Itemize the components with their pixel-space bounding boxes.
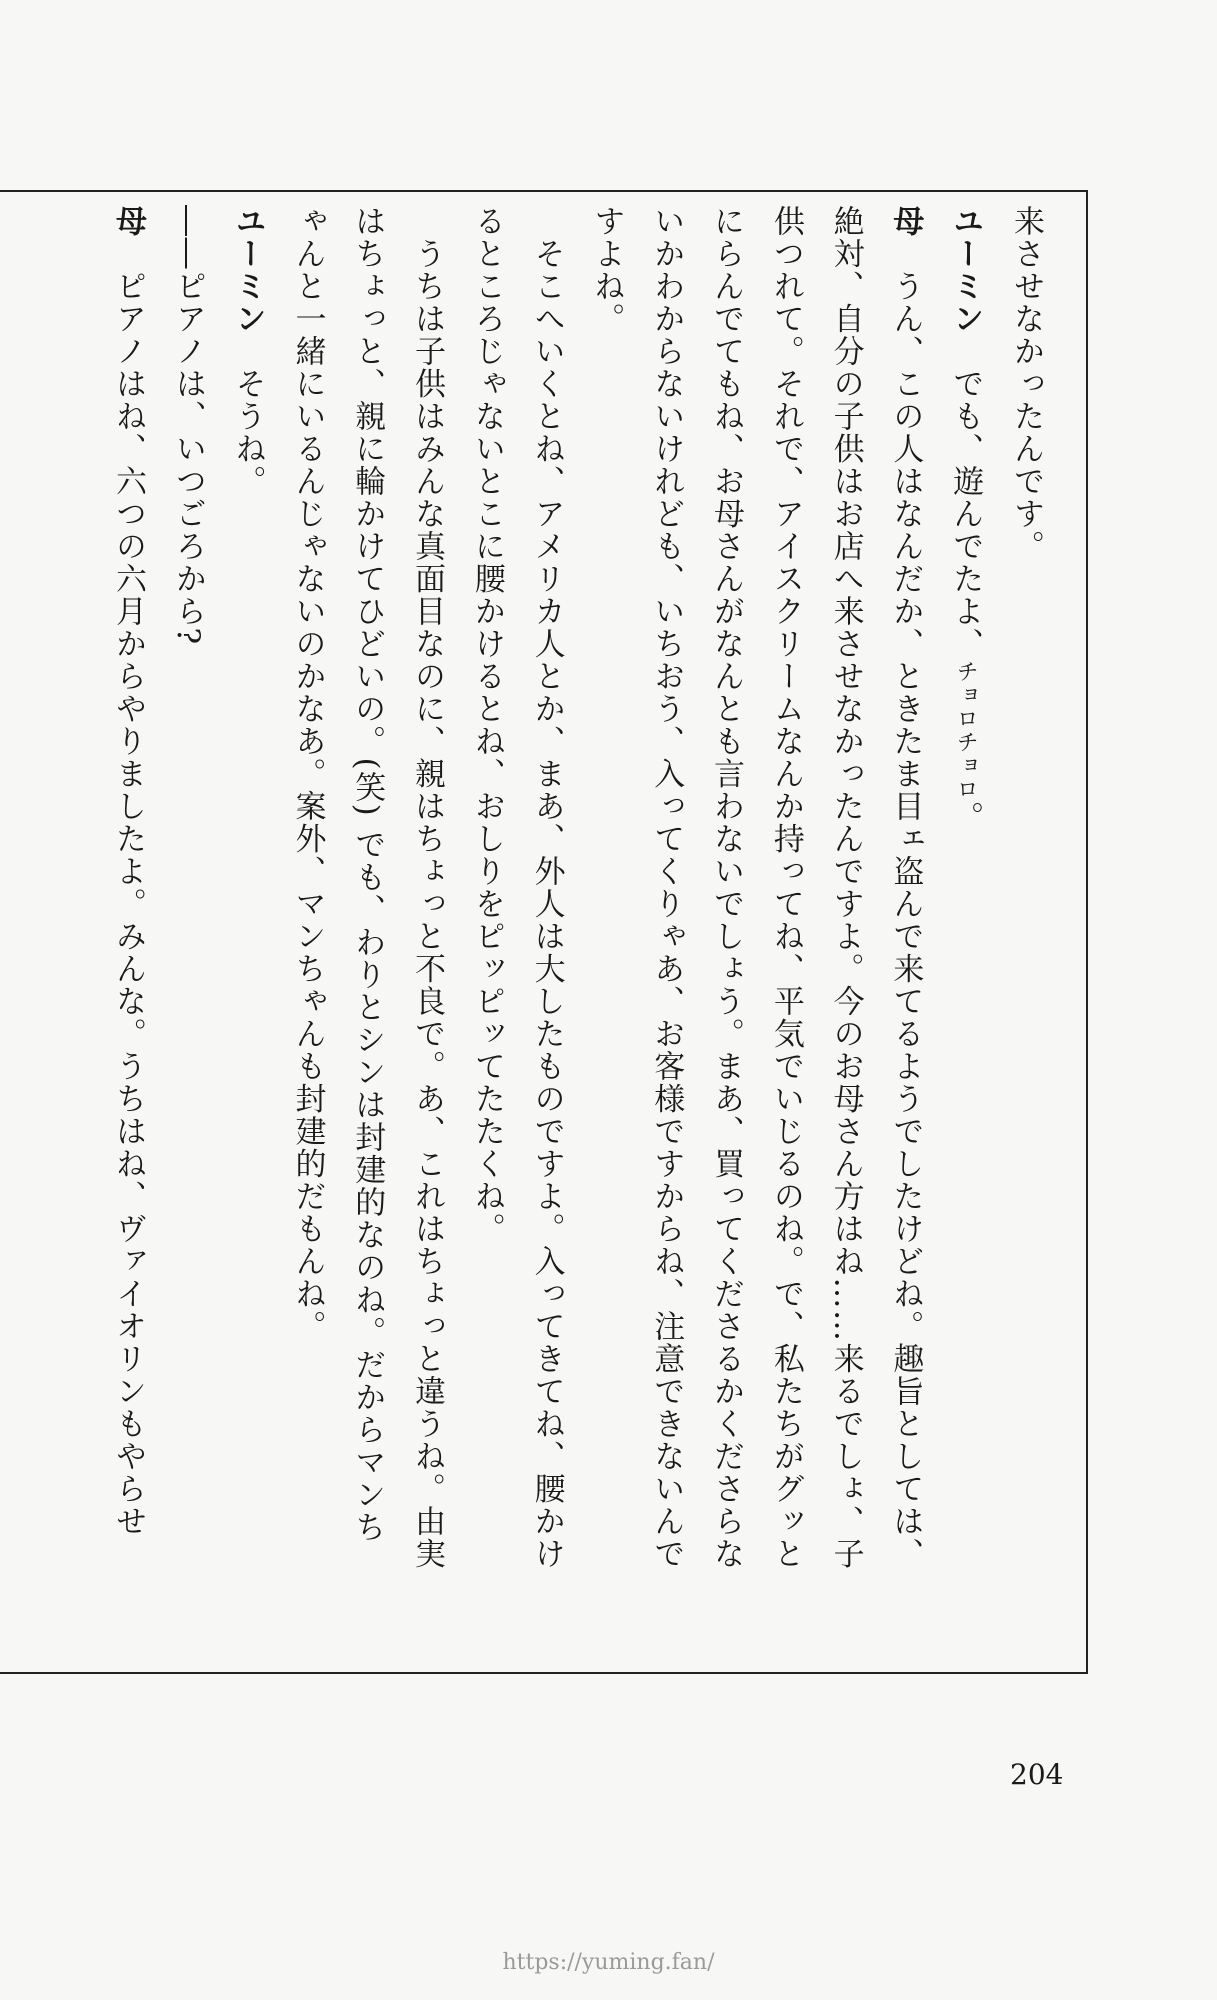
line-3: 母 うん、この人はなんだか、ときたま目ェ盗んで来てるようでしたけどね。趣旨としては、: [887, 205, 924, 1570]
vertical-text-body: [110, 205, 1055, 1665]
line-11: うちは子供はみんな真面目なのに、親はちょっと不良で。あ、これはちょっと違うね。由実: [409, 205, 446, 1570]
speaker-label: ユーミン: [947, 205, 984, 335]
line-12: はちょっと、親に輪かけてひどいの。(笑) でも、わりとシンは封建的なのね。だからマンち: [349, 205, 386, 1544]
line-1: 来させなかったんです。: [1008, 205, 1044, 563]
page-number: 204: [1010, 1758, 1064, 1791]
speaker-label: 母: [887, 205, 924, 238]
speaker-label: 母: [110, 205, 147, 238]
line-5: 供つれて。それで、アイスクリームなんか持ってね、平気でいじるのね。で、私たちがグッと: [767, 205, 804, 1570]
watermark-url: https://yuming.fan/: [502, 1950, 715, 1975]
small-text: チョロチョロ: [953, 660, 979, 801]
line-16: 母 ピアノはね、六つの六月からやりましたよ。みんな。うちはね、ヴァイオリンもやらせ: [110, 205, 147, 1538]
line-4: 絶対、自分の子供はお店へ来させなかったんですよ。今のお母さん方はね……来るでしょ、子: [827, 205, 864, 1570]
line-10: るところじゃないとこに腰かけるとね、おしりをピッピッてたたくね。: [468, 205, 505, 1245]
line-15: ――ピアノは、いつごろから?: [169, 205, 206, 646]
line-9: そこへいくとね、アメリカ人とか、まあ、外人は大したものですよ。入ってきてね、腰かけ: [528, 205, 565, 1570]
speaker-label: ユーミン: [229, 205, 266, 335]
line-7: いかわからないけれども、いちおう、入ってくりゃあ、お客様ですからね、注意できないんで: [648, 205, 685, 1570]
line-14: ユーミン そうね。: [229, 205, 266, 498]
line-6: にらんでてもね、お母さんがなんとも言わないでしょう。まあ、買ってくださるかくださらな: [708, 205, 745, 1570]
line-2: ユーミン でも、遊んでたよ、チョロチョロ。: [947, 205, 984, 834]
line-13: ゃんと一緒にいるんじゃないのかなあ。案外、マンちゃんも封建的だもんね。: [289, 205, 326, 1343]
line-8: すよね。: [588, 205, 625, 335]
